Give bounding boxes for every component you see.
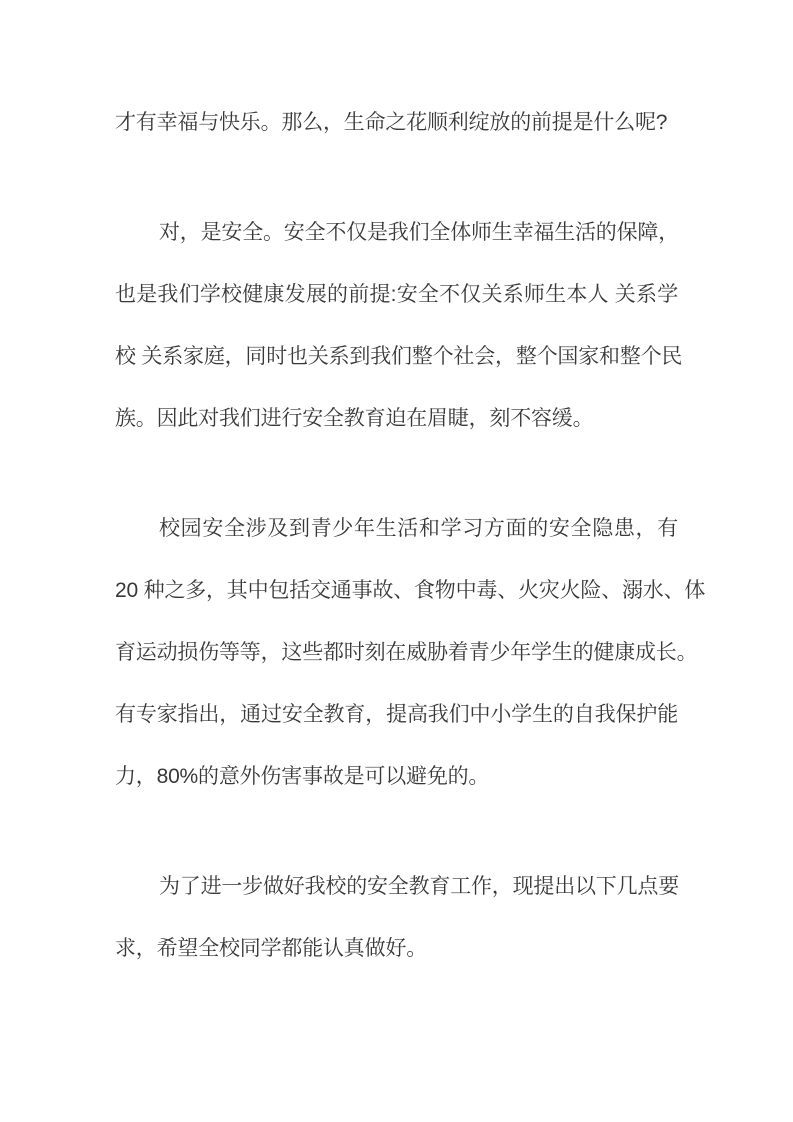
text-line: 力，80%的意外伤害事故是可以避免的。	[115, 765, 490, 788]
paragraph	[115, 856, 678, 980]
paragraph	[115, 92, 678, 154]
text-line: 校园安全涉及到青少年生活和学习方面的安全隐患，有	[159, 517, 678, 540]
text-line: 对，是安全。安全不仅是我们全体师生幸福生活的保障，	[159, 221, 679, 244]
document-body	[115, 92, 706, 980]
text-line: 20 种之多，其中包括交通事故、食物中毒、火灾火险、溺水、体	[115, 579, 706, 602]
text-line: 有专家指出，通过安全教育，提高我们中小学生的自我保护能	[115, 703, 678, 726]
text-line: 育运动损伤等等，这些都时刻在威胁着青少年学生的健康成长。	[115, 641, 698, 664]
text-line: 也是我们学校健康发展的前提:安全不仅关系师生本人 关系学	[115, 283, 678, 306]
text-line: 才有幸福与快乐。那么，生命之花顺利绽放的前提是什么呢?	[115, 111, 668, 134]
text-line: 求，希望全校同学都能认真做好。	[115, 937, 427, 960]
paragraph	[115, 498, 706, 808]
text-line: 校 关系家庭，同时也关系到我们整个社会，整个国家和整个民	[115, 345, 683, 368]
text-line: 族。因此对我们进行安全教育迫在眉睫，刻不容缓。	[115, 407, 594, 430]
text-line: 为了进一步做好我校的安全教育工作，现提出以下几点要	[159, 875, 679, 898]
paragraph	[115, 202, 683, 450]
